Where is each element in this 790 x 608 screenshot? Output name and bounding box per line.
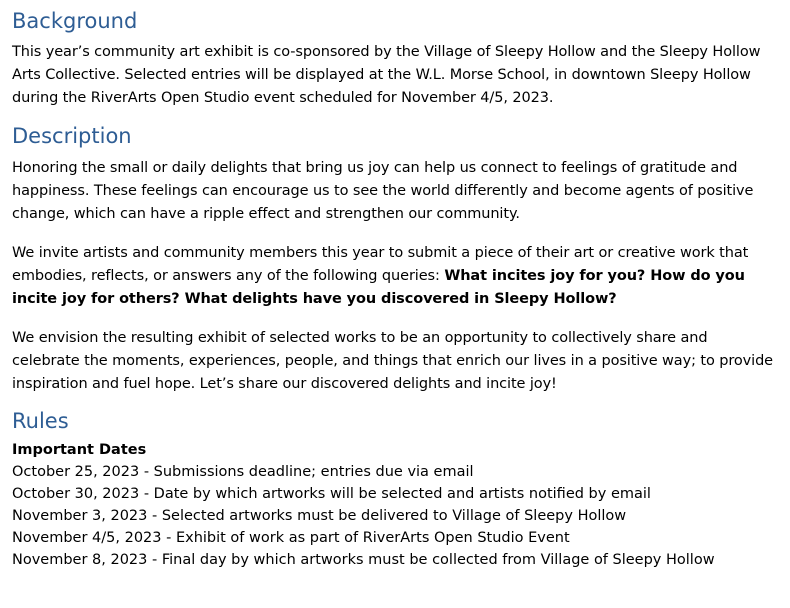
date-row: November 8, 2023 - Final day by which artworks must be collected from Village of Sleepy Hollow	[12, 552, 715, 568]
date-row: October 25, 2023 - Submissions deadline; entries due via email	[12, 464, 474, 480]
description-paragraph-2	[12, 242, 778, 311]
date-row: November 3, 2023 - Selected artworks must be delivered to Village of Sleepy Hollow	[12, 508, 627, 524]
background-heading: Background	[12, 9, 138, 33]
description-paragraph-1: Honoring the small or daily delights that bring us joy can help us connect to feelings of gratitude and happiness. These feelings can encourage us to see the world differently and become agents of positive change, which can have a ripple effect and strengthen our community.	[12, 160, 754, 222]
date-row: November 4/5, 2023 - Exhibit of work as part of RiverArts Open Studio Event	[12, 530, 570, 546]
important-dates-list	[12, 439, 778, 571]
background-paragraph: This year’s community art exhibit is co-sponsored by the Village of Sleepy Hollow and the Sleepy Hollow Arts Collective. Selected entries will be displayed at the W.L. Morse School, in downtown Sleepy Hollow during the RiverArts Open Studio event scheduled for November 4/5, 2023.	[12, 44, 761, 106]
description-heading: Description	[12, 124, 132, 148]
description-paragraph-2-intro: We invite artists and community members this year to submit a piece of their art or creative work that embodies, reflects, or answers any of the following queries:	[12, 245, 749, 284]
description-queries: What incites joy for you? How do you incite joy for others? What delights have you discovered in Sleepy Hollow?	[12, 268, 745, 307]
rules-heading: Rules	[12, 409, 69, 433]
date-row: October 30, 2023 - Date by which artworks will be selected and artists notified by email	[12, 486, 651, 502]
important-dates-subheading: Important Dates	[12, 442, 147, 458]
description-paragraph-3: We envision the resulting exhibit of selected works to be an opportunity to collectively share and celebrate the moments, experiences, people, and things that enrich our lives in a positive way; to provide inspiration and fuel hope. Let’s share our discovered delights and incite joy!	[12, 330, 773, 392]
